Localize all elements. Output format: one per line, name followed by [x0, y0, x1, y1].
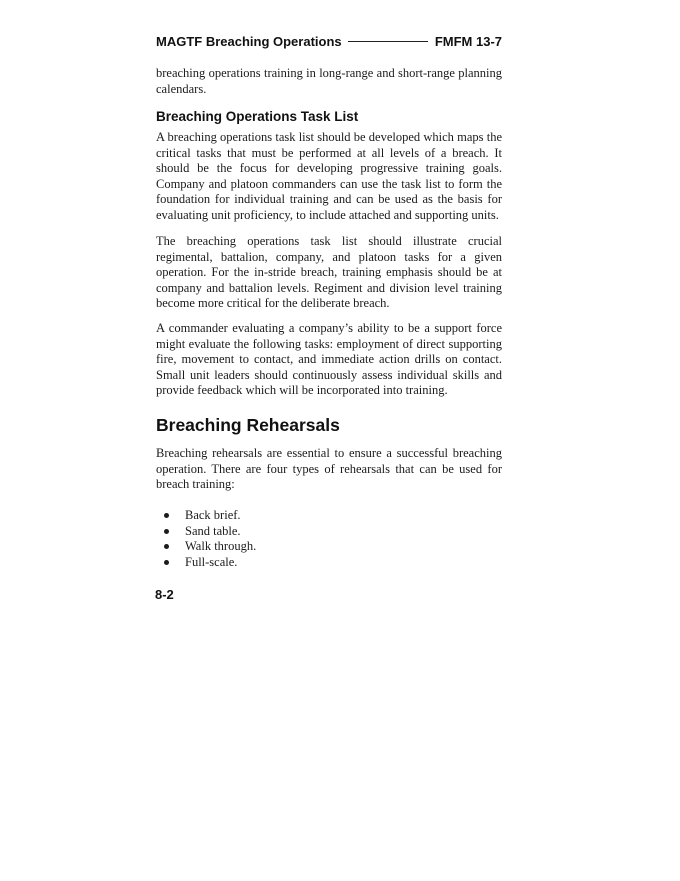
header-title: MAGTF Breaching Operations	[156, 33, 342, 49]
intro-paragraph: breaching operations training in long-range and short-range planning calendars.	[156, 66, 502, 96]
page-number: 8-2	[155, 587, 174, 602]
bullet-icon	[164, 529, 169, 534]
rehearsals-paragraph: Breaching rehearsals are essential to ensure a successful breaching operation. There are four types of rehearsals that can be used for breach training:	[156, 446, 502, 491]
task-list-paragraph-3: A commander evaluating a company’s ability to be a support force might evaluate the following tasks: employment of direct supporting fire, movement to contact, and immediate action drills on contact. Small unit leaders should continuously assess individual skills and provide feedback which will be incorporated into training.	[156, 321, 502, 397]
rehearsal-types-list	[164, 508, 256, 570]
list-item: Walk through.	[164, 539, 256, 555]
bullet-icon	[164, 560, 169, 565]
list-item: Sand table.	[164, 524, 256, 540]
header-rule	[348, 41, 428, 42]
rehearsals-heading: Breaching Rehearsals	[156, 415, 340, 435]
task-list-heading: Breaching Operations Task List	[156, 109, 359, 124]
task-list-paragraph-2: The breaching operations task list should illustrate crucial regimental, battalion, company, and platoon tasks for a given operation. For the in-stride breach, training emphasis should be at company and battalion levels. Regiment and division level training become more critical for the deliberate breach.	[156, 234, 502, 310]
list-item: Full-scale.	[164, 555, 256, 571]
bullet-icon	[164, 544, 169, 549]
header-publication-number: FMFM 13-7	[434, 33, 502, 49]
task-list-paragraph-1: A breaching operations task list should be developed which maps the critical tasks that must be performed at all levels of a breach. It should be the focus for developing progressive training goals. Company and platoon commanders can use the task list to form the foundation for individual training and can be used as the basis for evaluating unit proficiency, to include attached and supporting units.	[156, 130, 502, 222]
list-item: Back brief.	[164, 508, 256, 524]
bullet-icon	[164, 513, 169, 518]
running-header	[156, 31, 502, 51]
